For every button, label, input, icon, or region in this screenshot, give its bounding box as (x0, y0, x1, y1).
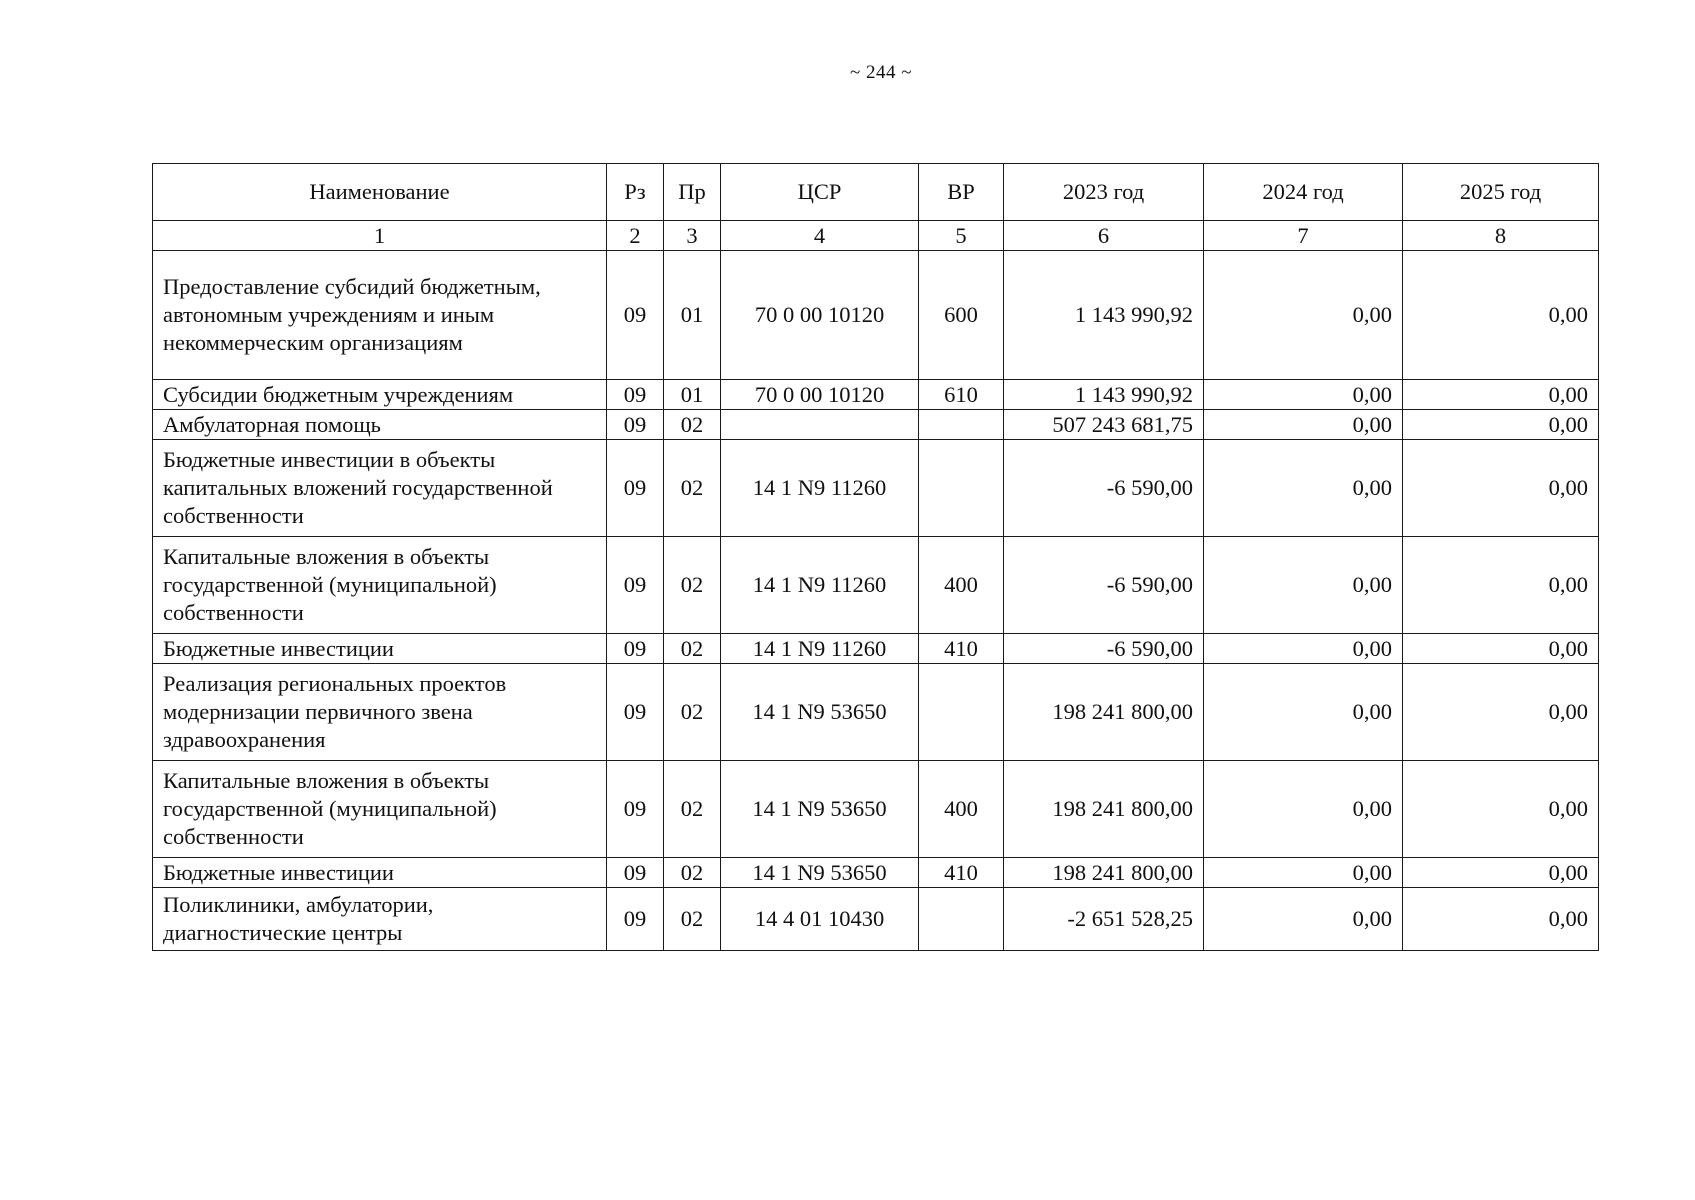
row-name: Капитальные вложения в объекты государственной (муниципальной) собственности (153, 761, 607, 858)
column-number: 3 (664, 221, 721, 251)
table-row (153, 761, 1599, 858)
row-name: Поликлиники, амбулатории, диагностические центры (153, 888, 607, 951)
row-rz: 09 (607, 410, 664, 440)
row-amount-2025: 0,00 (1403, 634, 1599, 664)
row-amount-2023: 1 143 990,92 (1004, 380, 1204, 410)
header-name: Наименование (153, 164, 607, 221)
header-2023: 2023 год (1004, 164, 1204, 221)
row-csr: 14 1 N9 53650 (721, 761, 919, 858)
table-row (153, 440, 1599, 537)
column-number: 4 (721, 221, 919, 251)
row-pr: 02 (664, 664, 721, 761)
row-name: Реализация региональных проектов модернизации первичного звена здравоохранения (153, 664, 607, 761)
row-amount-2024: 0,00 (1204, 537, 1403, 634)
page-number: ~ 244 ~ (849, 62, 913, 83)
row-name: Бюджетные инвестиции (153, 858, 607, 888)
budget-table (152, 163, 1599, 951)
row-name: Бюджетные инвестиции в объекты капитальных вложений государственной собственности (153, 440, 607, 537)
row-vr (919, 440, 1004, 537)
row-csr: 14 1 N9 53650 (721, 858, 919, 888)
row-amount-2023: -6 590,00 (1004, 634, 1204, 664)
column-number: 5 (919, 221, 1004, 251)
row-csr: 14 1 N9 11260 (721, 440, 919, 537)
table-row (153, 537, 1599, 634)
row-pr: 02 (664, 858, 721, 888)
row-vr: 600 (919, 251, 1004, 380)
table-row (153, 380, 1599, 410)
header-vr: ВР (919, 164, 1004, 221)
row-amount-2024: 0,00 (1204, 858, 1403, 888)
row-rz: 09 (607, 440, 664, 537)
row-amount-2023: 198 241 800,00 (1004, 761, 1204, 858)
row-amount-2023: -2 651 528,25 (1004, 888, 1204, 951)
row-csr: 14 1 N9 11260 (721, 537, 919, 634)
row-csr: 70 0 00 10120 (721, 251, 919, 380)
row-pr: 02 (664, 634, 721, 664)
row-name: Бюджетные инвестиции (153, 634, 607, 664)
row-vr (919, 664, 1004, 761)
row-vr (919, 410, 1004, 440)
header-rz: Рз (607, 164, 664, 221)
row-csr: 14 1 N9 53650 (721, 664, 919, 761)
row-pr: 02 (664, 440, 721, 537)
row-amount-2025: 0,00 (1403, 251, 1599, 380)
row-amount-2024: 0,00 (1204, 440, 1403, 537)
row-pr: 02 (664, 410, 721, 440)
row-pr: 01 (664, 251, 721, 380)
row-amount-2024: 0,00 (1204, 251, 1403, 380)
column-number: 6 (1004, 221, 1204, 251)
column-number: 7 (1204, 221, 1403, 251)
header-2025: 2025 год (1403, 164, 1599, 221)
row-amount-2025: 0,00 (1403, 888, 1599, 951)
column-number: 2 (607, 221, 664, 251)
row-csr: 70 0 00 10120 (721, 380, 919, 410)
row-amount-2023: 1 143 990,92 (1004, 251, 1204, 380)
table-row (153, 410, 1599, 440)
row-amount-2024: 0,00 (1204, 888, 1403, 951)
row-vr (919, 888, 1004, 951)
row-rz: 09 (607, 888, 664, 951)
table-row (153, 858, 1599, 888)
row-pr: 02 (664, 888, 721, 951)
row-name: Капитальные вложения в объекты государственной (муниципальной) собственности (153, 537, 607, 634)
table-row (153, 251, 1599, 380)
column-number-row (153, 221, 1599, 251)
row-rz: 09 (607, 380, 664, 410)
row-rz: 09 (607, 537, 664, 634)
row-csr: 14 1 N9 11260 (721, 634, 919, 664)
row-pr: 02 (664, 537, 721, 634)
column-number: 8 (1403, 221, 1599, 251)
table-row (153, 664, 1599, 761)
row-csr: 14 4 01 10430 (721, 888, 919, 951)
row-name: Амбулаторная помощь (153, 410, 607, 440)
row-rz: 09 (607, 858, 664, 888)
row-amount-2023: 198 241 800,00 (1004, 858, 1204, 888)
column-number: 1 (153, 221, 607, 251)
row-rz: 09 (607, 761, 664, 858)
row-amount-2023: -6 590,00 (1004, 537, 1204, 634)
row-pr: 02 (664, 761, 721, 858)
row-rz: 09 (607, 634, 664, 664)
row-rz: 09 (607, 664, 664, 761)
row-amount-2025: 0,00 (1403, 761, 1599, 858)
header-row (153, 164, 1599, 221)
row-amount-2024: 0,00 (1204, 410, 1403, 440)
header-2024: 2024 год (1204, 164, 1403, 221)
row-vr: 400 (919, 537, 1004, 634)
row-amount-2023: 198 241 800,00 (1004, 664, 1204, 761)
row-vr: 410 (919, 634, 1004, 664)
row-amount-2023: -6 590,00 (1004, 440, 1204, 537)
table-row (153, 888, 1599, 951)
row-rz: 09 (607, 251, 664, 380)
row-amount-2025: 0,00 (1403, 380, 1599, 410)
row-name: Субсидии бюджетным учреждениям (153, 380, 607, 410)
row-amount-2025: 0,00 (1403, 440, 1599, 537)
row-amount-2025: 0,00 (1403, 858, 1599, 888)
row-amount-2025: 0,00 (1403, 537, 1599, 634)
row-amount-2024: 0,00 (1204, 664, 1403, 761)
row-pr: 01 (664, 380, 721, 410)
row-amount-2024: 0,00 (1204, 380, 1403, 410)
row-amount-2025: 0,00 (1403, 664, 1599, 761)
row-csr (721, 410, 919, 440)
row-vr: 610 (919, 380, 1004, 410)
row-vr: 400 (919, 761, 1004, 858)
header-csr: ЦСР (721, 164, 919, 221)
table-row (153, 634, 1599, 664)
header-pr: Пр (664, 164, 721, 221)
row-amount-2024: 0,00 (1204, 761, 1403, 858)
row-name: Предоставление субсидий бюджетным, автономным учреждениям и иным некоммерческим организациям (153, 251, 607, 380)
row-amount-2025: 0,00 (1403, 410, 1599, 440)
row-vr: 410 (919, 858, 1004, 888)
row-amount-2023: 507 243 681,75 (1004, 410, 1204, 440)
row-amount-2024: 0,00 (1204, 634, 1403, 664)
